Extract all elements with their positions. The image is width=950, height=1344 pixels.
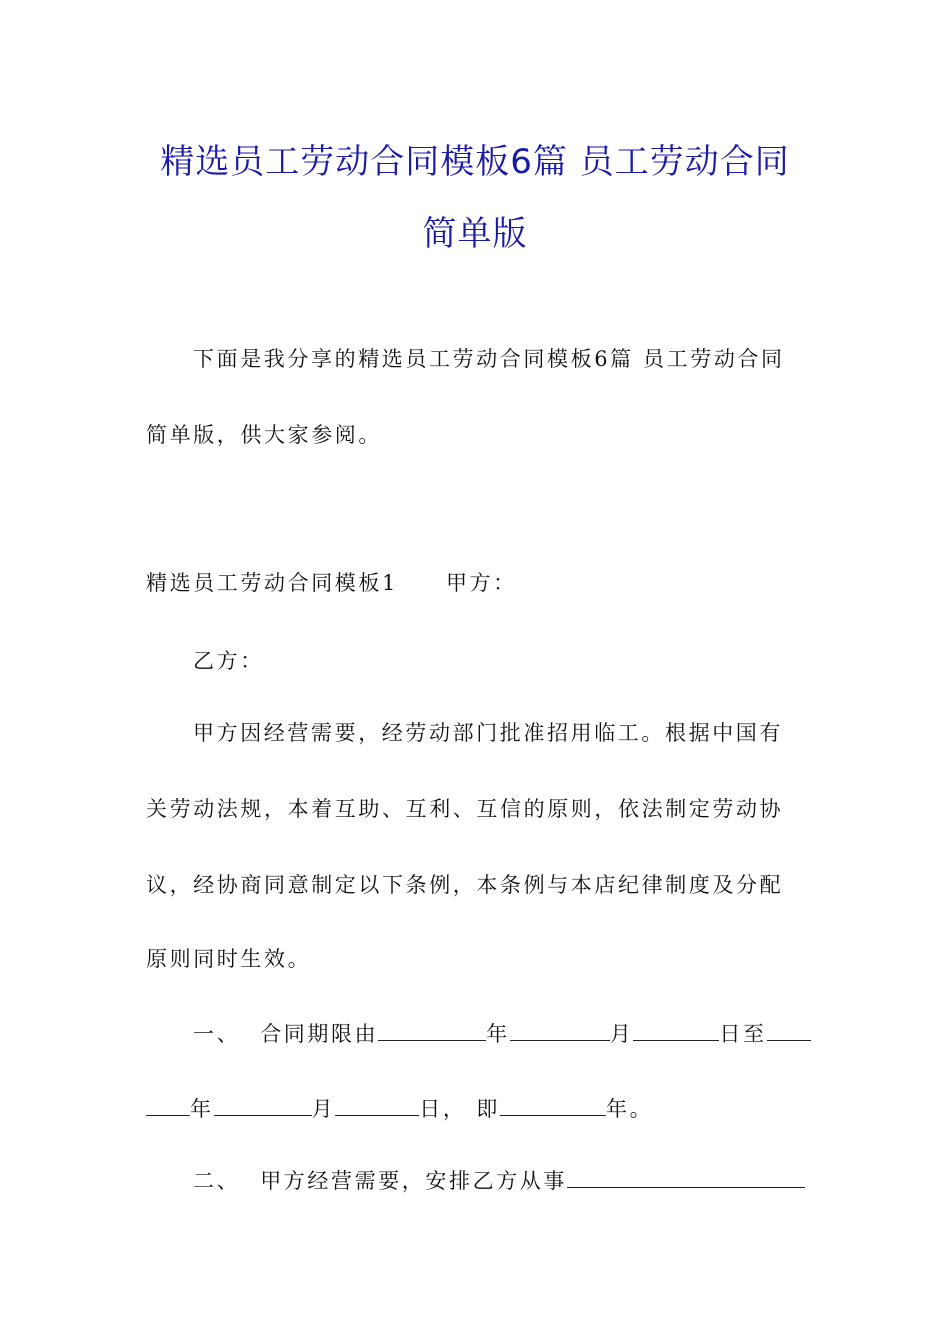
document-title-line-1: 精选员工劳动合同模板6篇 员工劳动合同 [160,142,790,182]
party-a-label: 甲方： [445,571,517,595]
section-1-heading: 精选员工劳动合同模板1 [146,571,398,595]
end-year-label: 年 [190,1097,214,1121]
end-day-blank[interactable] [335,1095,419,1116]
duration-years-blank[interactable] [500,1095,606,1116]
intro-line-1: 下面是我分享的精选员工劳动合同模板6篇 员工劳动合同 [193,347,785,371]
end-year-blank-cont[interactable] [146,1095,190,1116]
paragraph-1-line-4: 原则同时生效。 [146,947,312,971]
start-month-blank[interactable] [510,1020,610,1041]
party-b-label: 乙方： [193,649,264,673]
start-year-blank[interactable] [378,1020,486,1041]
clause-2-line-1 [193,1166,805,1196]
job-duty-blank[interactable] [567,1167,805,1188]
paragraph-1-line-3: 议，经协商同意制定以下条例，本条例与本店纪律制度及分配 [146,873,784,897]
paragraph-1-line-2: 关劳动法规，本着互助、互利、互信的原则，依法制定劳动协 [146,797,784,821]
clause-2-text: 甲方经营需要，安排乙方从事 [260,1169,568,1193]
end-month-blank[interactable] [214,1095,312,1116]
ie-label: 即 [476,1097,501,1121]
clause-1-line-1 [193,1019,811,1049]
start-day-label: 日至 [719,1022,767,1046]
clause-2-number: 二、 [193,1169,241,1193]
end-month-label: 月 [311,1097,336,1121]
start-day-blank[interactable] [633,1020,719,1041]
section-1-heading-row [146,568,517,598]
document-title-line-2: 简单版 [422,214,528,254]
end-day-label: 日， [419,1097,467,1121]
duration-years-label: 年。 [606,1097,654,1121]
end-year-blank-start[interactable] [767,1020,811,1041]
clause-1-line-2 [146,1094,653,1124]
clause-1-text: 合同期限由 [260,1022,379,1046]
paragraph-1-line-1: 甲方因经营需要，经劳动部门批准招用临工。根据中国有 [193,721,783,745]
clause-1-number: 一、 [193,1022,241,1046]
start-year-label: 年 [486,1022,510,1046]
start-month-label: 月 [609,1022,634,1046]
intro-line-2: 简单版，供大家参阅。 [146,423,382,447]
